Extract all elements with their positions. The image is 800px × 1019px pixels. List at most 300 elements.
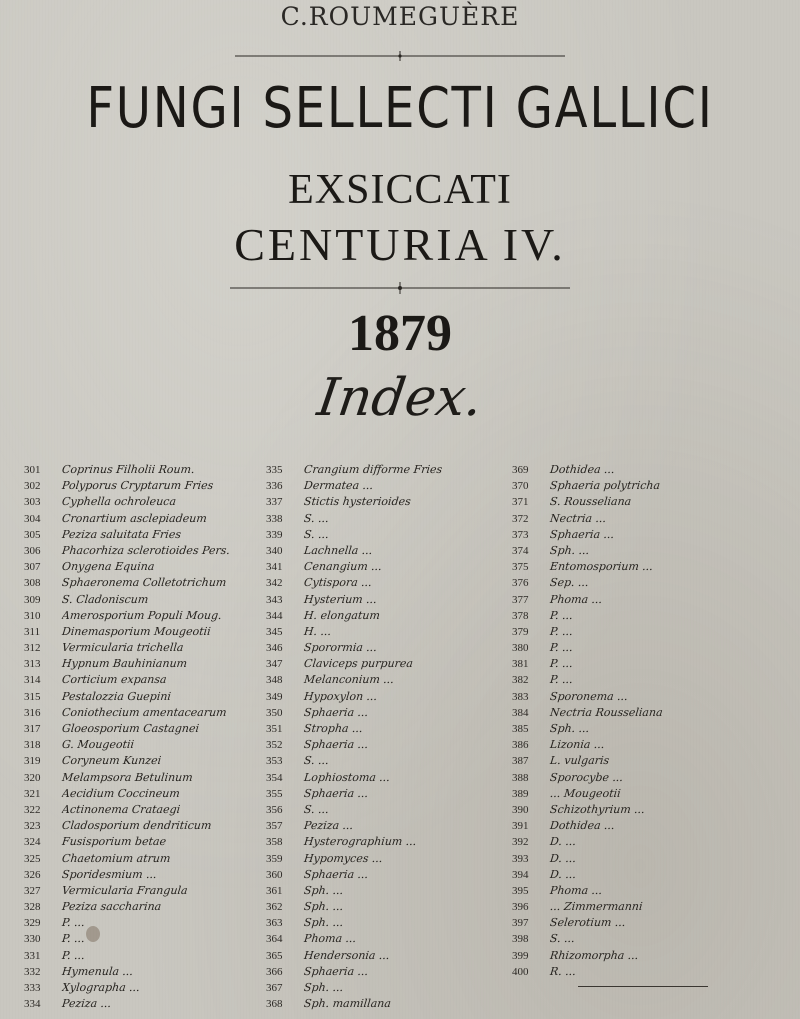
entry-species-name: Sphaeria ... xyxy=(303,738,369,752)
index-entry xyxy=(24,996,274,1012)
index-entry xyxy=(24,818,274,834)
index-entry xyxy=(266,737,516,753)
entry-species-name: Gloeosporium Castagnei xyxy=(61,722,200,735)
entry-number: 326 xyxy=(24,868,41,881)
entry-species-name: P. ... xyxy=(61,948,86,962)
entry-number: 305 xyxy=(24,528,41,541)
entry-species-name: Lizonia ... xyxy=(549,738,606,752)
entry-species-name: Lophiostoma ... xyxy=(303,770,391,784)
entry-species-name: Melampsora Betulinum xyxy=(61,770,194,784)
entry-number: 378 xyxy=(512,609,529,622)
entry-number: 346 xyxy=(266,642,283,655)
entry-species-name: Sep. ... xyxy=(549,576,590,590)
collection-subtitle: EXSICCATI xyxy=(288,167,512,213)
index-entry xyxy=(266,770,516,786)
index-entry xyxy=(266,931,516,947)
entry-number: 313 xyxy=(24,658,41,671)
index-entry xyxy=(512,462,762,478)
index-entry xyxy=(24,689,274,705)
entry-species-name: Corticium expansa xyxy=(61,673,168,687)
index-entry xyxy=(24,575,274,591)
index-entry xyxy=(266,964,516,980)
index-entry xyxy=(24,753,274,769)
entry-species-name: D. ... xyxy=(549,851,577,865)
entry-number: 310 xyxy=(24,609,41,622)
entry-number: 341 xyxy=(266,561,283,574)
index-entry xyxy=(512,527,762,543)
entry-species-name: Cronartium asclepiadeum xyxy=(61,511,208,525)
index-entry xyxy=(266,753,516,769)
entry-species-name: Sporormia ... xyxy=(303,641,378,655)
entry-species-name: P. ... xyxy=(549,641,574,655)
entry-number: 321 xyxy=(24,787,41,800)
entry-number: 362 xyxy=(266,901,283,914)
index-entry xyxy=(24,705,274,721)
entry-species-name: Pestalozzia Guepini xyxy=(61,689,172,703)
index-entry xyxy=(24,592,274,608)
entry-number: 350 xyxy=(266,706,283,719)
entry-number: 384 xyxy=(512,706,529,719)
entry-number: 372 xyxy=(512,512,529,525)
entry-species-name: Sphaeronema Colletotrichum xyxy=(61,576,228,590)
entry-species-name: Sphaeria ... xyxy=(303,964,369,978)
index-entry xyxy=(266,575,516,591)
entry-number: 332 xyxy=(24,965,41,978)
index-entry xyxy=(512,721,762,737)
entry-species-name: Dothidea ... xyxy=(549,463,616,476)
entry-species-name: Sporidesmium ... xyxy=(61,867,158,881)
entry-species-name: Dinemasporium Mougeotii xyxy=(61,624,212,638)
entry-number: 323 xyxy=(24,820,41,833)
entry-species-name: Aecidium Coccineum xyxy=(61,786,181,800)
entry-species-name: Selerotium ... xyxy=(549,916,627,930)
entry-number: 342 xyxy=(266,577,283,590)
index-entry xyxy=(24,543,274,559)
entry-species-name: Stictis hysterioides xyxy=(303,495,412,509)
entry-number: 371 xyxy=(512,496,529,509)
index-entry xyxy=(24,867,274,883)
entry-number: 351 xyxy=(266,723,283,735)
entry-number: 315 xyxy=(24,690,41,703)
entry-number: 365 xyxy=(266,949,283,962)
author-name: C.ROUMEGUÈRE xyxy=(280,2,520,31)
index-entry xyxy=(24,786,274,802)
entry-species-name: Sphaeria ... xyxy=(303,786,369,800)
entry-number: 336 xyxy=(266,480,283,493)
entry-species-name: ... Mougeotii xyxy=(549,786,622,800)
entry-species-name: Peziza ... xyxy=(303,819,354,833)
entry-species-name: Schizothyrium ... xyxy=(549,802,646,816)
entry-species-name: Phoma ... xyxy=(549,592,603,606)
index-entry xyxy=(24,802,274,818)
entry-species-name: R. ... xyxy=(549,964,577,978)
index-entry xyxy=(512,689,762,705)
index-entry xyxy=(266,786,516,802)
entry-number: 355 xyxy=(266,787,283,800)
entry-number: 340 xyxy=(266,544,283,557)
index-entry xyxy=(512,770,762,786)
entry-number: 374 xyxy=(512,544,529,557)
entry-species-name: Crangium difforme Fries xyxy=(303,463,443,476)
entry-number: 398 xyxy=(512,933,529,946)
entry-number: 309 xyxy=(24,593,41,606)
index-entry xyxy=(512,931,762,947)
entry-species-name: Cytispora ... xyxy=(303,576,373,590)
index-entry xyxy=(24,494,274,510)
entry-number: 369 xyxy=(512,464,529,476)
index-entry xyxy=(266,543,516,559)
entry-number: 322 xyxy=(24,803,41,816)
entry-species-name: Vermicularia trichella xyxy=(61,641,185,655)
index-entry xyxy=(512,608,762,624)
entry-species-name: Peziza saluitata Fries xyxy=(61,527,182,541)
entry-species-name: S. Rousseliana xyxy=(549,495,632,509)
index-column-a xyxy=(24,462,274,1012)
index-entry xyxy=(24,899,274,915)
entry-species-name: Peziza saccharina xyxy=(61,900,162,914)
entry-number: 382 xyxy=(512,674,529,687)
entry-species-name: Sph. ... xyxy=(303,916,344,930)
index-entry xyxy=(266,494,516,510)
index-entry xyxy=(24,624,274,640)
entry-number: 344 xyxy=(266,609,283,622)
entry-number: 348 xyxy=(266,674,283,687)
entry-species-name: Entomosporium ... xyxy=(549,560,654,574)
index-entry xyxy=(512,592,762,608)
index-entry xyxy=(512,899,762,915)
entry-species-name: Coryneum Kunzei xyxy=(61,754,162,768)
collection-title: FUNGI SELLECTI GALLICI xyxy=(86,76,714,141)
ornamental-rule-top xyxy=(0,50,800,62)
entry-species-name: G. Mougeotii xyxy=(61,738,135,752)
index-entry xyxy=(266,818,516,834)
entry-number: 383 xyxy=(512,690,529,703)
entry-number: 390 xyxy=(512,803,529,816)
entry-species-name: Lachnella ... xyxy=(303,543,374,557)
entry-number: 343 xyxy=(266,593,283,606)
entry-species-name: Sph. ... xyxy=(303,883,344,897)
closing-rule xyxy=(578,986,708,987)
entry-species-name: Sphaeria ... xyxy=(303,705,369,719)
entry-species-name: Xylographa ... xyxy=(61,981,141,994)
entry-number: 338 xyxy=(266,512,283,525)
entry-number: 312 xyxy=(24,642,41,655)
entry-species-name: Sporonema ... xyxy=(549,689,629,703)
entry-species-name: P. ... xyxy=(549,673,574,687)
index-column-c xyxy=(512,462,762,980)
entry-species-name: Sphaeria ... xyxy=(303,867,369,881)
index-entry xyxy=(512,672,762,688)
index-entry xyxy=(266,689,516,705)
index-entry xyxy=(512,834,762,850)
entry-species-name: Hysterographium ... xyxy=(303,835,418,849)
index-entry xyxy=(24,737,274,753)
entry-species-name: Peziza ... xyxy=(61,997,112,1011)
index-entry xyxy=(266,899,516,915)
entry-number: 329 xyxy=(24,917,41,930)
entry-species-name: P. ... xyxy=(549,624,574,638)
entry-number: 316 xyxy=(24,706,41,719)
entry-species-name: H. elongatum xyxy=(303,608,381,622)
entry-species-name: Hendersonia ... xyxy=(303,948,391,962)
index-columns xyxy=(0,462,800,1011)
index-entry xyxy=(512,883,762,899)
entry-number: 389 xyxy=(512,787,529,800)
index-entry xyxy=(266,948,516,964)
publication-year: 1879 xyxy=(348,305,452,362)
ink-stain xyxy=(86,926,100,942)
index-entry xyxy=(24,915,274,931)
entry-species-name: S. ... xyxy=(303,527,330,541)
index-entry xyxy=(24,834,274,850)
entry-number: 359 xyxy=(266,852,283,865)
entry-number: 375 xyxy=(512,561,529,574)
entry-number: 399 xyxy=(512,949,529,962)
entry-number: 361 xyxy=(266,884,283,897)
entry-species-name: Claviceps purpurea xyxy=(303,657,414,671)
entry-number: 376 xyxy=(512,577,529,590)
entry-number: 393 xyxy=(512,852,529,865)
entry-number: 304 xyxy=(24,512,41,525)
entry-species-name: Hymenula ... xyxy=(61,964,134,978)
entry-number: 320 xyxy=(24,771,41,784)
index-entry xyxy=(512,559,762,575)
index-heading: Index. xyxy=(313,368,487,428)
entry-number: 391 xyxy=(512,820,529,833)
entry-number: 395 xyxy=(512,884,529,897)
entry-number: 328 xyxy=(24,901,41,914)
entry-species-name: Onygena Equina xyxy=(61,560,156,574)
entry-number: 314 xyxy=(24,674,41,687)
index-entry xyxy=(266,980,516,996)
entry-number: 333 xyxy=(24,982,41,994)
entry-species-name: ... Zimmermanni xyxy=(549,900,644,914)
index-entry xyxy=(24,559,274,575)
index-entry xyxy=(266,672,516,688)
entry-species-name: Sph. mamillana xyxy=(303,997,392,1011)
entry-number: 397 xyxy=(512,917,529,930)
entry-number: 324 xyxy=(24,836,41,849)
entry-species-name: Chaetomium atrum xyxy=(61,851,172,865)
entry-number: 377 xyxy=(512,593,529,606)
entry-species-name: S. ... xyxy=(303,802,330,816)
entry-species-name: Dothidea ... xyxy=(549,819,616,833)
entry-species-name: Hysterium ... xyxy=(303,592,378,606)
entry-species-name: Sph. ... xyxy=(549,543,590,557)
index-entry xyxy=(24,931,274,947)
entry-number: 367 xyxy=(266,982,283,994)
index-entry xyxy=(266,608,516,624)
entry-number: 317 xyxy=(24,723,41,735)
entry-species-name: L. vulgaris xyxy=(549,754,610,768)
entry-species-name: Dermatea ... xyxy=(303,479,374,493)
entry-species-name: Sph. ... xyxy=(303,981,344,994)
index-entry xyxy=(512,705,762,721)
index-entry xyxy=(24,527,274,543)
index-entry xyxy=(266,721,516,737)
index-entry xyxy=(512,948,762,964)
entry-number: 308 xyxy=(24,577,41,590)
index-entry xyxy=(512,543,762,559)
entry-number: 345 xyxy=(266,625,283,638)
entry-species-name: D. ... xyxy=(549,867,577,881)
entry-number: 366 xyxy=(266,965,283,978)
index-entry xyxy=(266,802,516,818)
entry-species-name: S. Cladoniscum xyxy=(61,592,149,606)
index-entry xyxy=(512,640,762,656)
index-entry xyxy=(512,656,762,672)
index-entry xyxy=(512,964,762,980)
entry-species-name: Sporocybe ... xyxy=(549,770,624,784)
entry-number: 303 xyxy=(24,496,41,509)
entry-species-name: S. ... xyxy=(549,932,576,946)
index-entry xyxy=(512,851,762,867)
entry-species-name: Nectria Rousseliana xyxy=(549,705,664,719)
entry-number: 327 xyxy=(24,884,41,897)
entry-number: 325 xyxy=(24,852,41,865)
index-entry xyxy=(512,478,762,494)
index-entry xyxy=(512,494,762,510)
entry-species-name: Cladosporium dendriticum xyxy=(61,819,213,833)
entry-number: 307 xyxy=(24,561,41,574)
entry-number: 363 xyxy=(266,917,283,930)
entry-species-name: H. ... xyxy=(303,624,332,638)
entry-species-name: Sph. ... xyxy=(303,900,344,914)
index-entry xyxy=(266,656,516,672)
index-entry xyxy=(24,980,274,996)
entry-species-name: Polyporus Cryptarum Fries xyxy=(61,479,214,493)
index-entry xyxy=(512,737,762,753)
entry-number: 306 xyxy=(24,544,41,557)
entry-species-name: S. ... xyxy=(303,511,330,525)
entry-number: 337 xyxy=(266,496,283,509)
entry-number: 360 xyxy=(266,868,283,881)
entry-number: 339 xyxy=(266,528,283,541)
entry-species-name: Sphaeria polytricha xyxy=(549,479,661,493)
entry-species-name: P. ... xyxy=(549,608,574,622)
index-entry xyxy=(24,948,274,964)
entry-species-name: Phacorhiza sclerotioides Pers. xyxy=(61,543,231,557)
entry-number: 354 xyxy=(266,771,283,784)
index-entry xyxy=(24,511,274,527)
entry-number: 352 xyxy=(266,739,283,752)
entry-species-name: Sph. ... xyxy=(549,722,590,735)
entry-species-name: Melanconium ... xyxy=(303,673,395,687)
entry-species-name: Coprinus Filholii Roum. xyxy=(61,463,196,476)
entry-species-name: Phoma ... xyxy=(303,932,357,946)
entry-number: 331 xyxy=(24,949,41,962)
index-entry xyxy=(24,478,274,494)
entry-species-name: Sphaeria ... xyxy=(549,527,615,541)
entry-species-name: P. ... xyxy=(549,657,574,671)
entry-number: 358 xyxy=(266,836,283,849)
entry-species-name: Cenangium ... xyxy=(303,560,383,574)
index-entry xyxy=(266,834,516,850)
index-entry xyxy=(512,915,762,931)
entry-number: 387 xyxy=(512,755,529,768)
index-entry xyxy=(512,867,762,883)
index-entry xyxy=(512,802,762,818)
index-entry xyxy=(24,462,274,478)
entry-number: 335 xyxy=(266,464,283,476)
entry-number: 380 xyxy=(512,642,529,655)
entry-species-name: Actinonema Crataegi xyxy=(61,802,181,816)
entry-species-name: P. ... xyxy=(61,932,86,946)
index-entry xyxy=(266,478,516,494)
index-entry xyxy=(24,721,274,737)
index-entry xyxy=(24,640,274,656)
entry-species-name: Stropha ... xyxy=(303,722,364,735)
entry-number: 311 xyxy=(24,625,41,638)
index-entry xyxy=(24,770,274,786)
entry-number: 368 xyxy=(266,998,283,1011)
entry-number: 400 xyxy=(512,965,529,978)
entry-number: 394 xyxy=(512,868,529,881)
entry-number: 381 xyxy=(512,658,529,671)
entry-number: 386 xyxy=(512,739,529,752)
entry-number: 356 xyxy=(266,803,283,816)
entry-species-name: Rhizomorpha ... xyxy=(549,948,640,962)
entry-number: 330 xyxy=(24,933,41,946)
index-entry xyxy=(24,656,274,672)
entry-number: 385 xyxy=(512,723,529,735)
entry-number: 301 xyxy=(24,464,41,476)
entry-species-name: Cyphella ochroleuca xyxy=(61,495,177,509)
entry-species-name: Nectria ... xyxy=(549,511,607,525)
entry-number: 388 xyxy=(512,771,529,784)
entry-species-name: Hypoxylon ... xyxy=(303,689,378,703)
index-entry xyxy=(266,511,516,527)
entry-number: 319 xyxy=(24,755,41,768)
entry-species-name: Vermicularia Frangula xyxy=(61,883,189,897)
entry-species-name: Fusisporium betae xyxy=(61,835,167,849)
entry-number: 349 xyxy=(266,690,283,703)
entry-number: 302 xyxy=(24,480,41,493)
index-entry xyxy=(24,851,274,867)
entry-number: 353 xyxy=(266,755,283,768)
index-column-b xyxy=(266,462,516,1012)
index-entry xyxy=(512,753,762,769)
index-entry xyxy=(266,851,516,867)
entry-number: 379 xyxy=(512,625,529,638)
index-entry xyxy=(512,624,762,640)
index-entry xyxy=(512,575,762,591)
index-entry xyxy=(266,705,516,721)
index-entry xyxy=(24,672,274,688)
entry-species-name: Amerosporium Populi Moug. xyxy=(61,608,223,622)
index-entry xyxy=(24,608,274,624)
index-entry xyxy=(266,640,516,656)
entry-number: 392 xyxy=(512,836,529,849)
entry-number: 318 xyxy=(24,739,41,752)
entry-number: 396 xyxy=(512,901,529,914)
index-entry xyxy=(266,867,516,883)
index-entry xyxy=(512,818,762,834)
index-entry xyxy=(266,592,516,608)
index-entry xyxy=(266,559,516,575)
century-label: CENTURIA IV. xyxy=(234,219,566,270)
entry-species-name: Coniothecium amentacearum xyxy=(61,705,228,719)
entry-number: 370 xyxy=(512,480,529,493)
index-entry xyxy=(24,964,274,980)
entry-species-name: Hypnum Bauhinianum xyxy=(61,657,188,671)
index-entry xyxy=(266,527,516,543)
entry-species-name: Hypomyces ... xyxy=(303,851,384,865)
index-entry xyxy=(266,883,516,899)
index-entry xyxy=(512,511,762,527)
entry-species-name: Phoma ... xyxy=(549,883,603,897)
entry-number: 347 xyxy=(266,658,283,671)
